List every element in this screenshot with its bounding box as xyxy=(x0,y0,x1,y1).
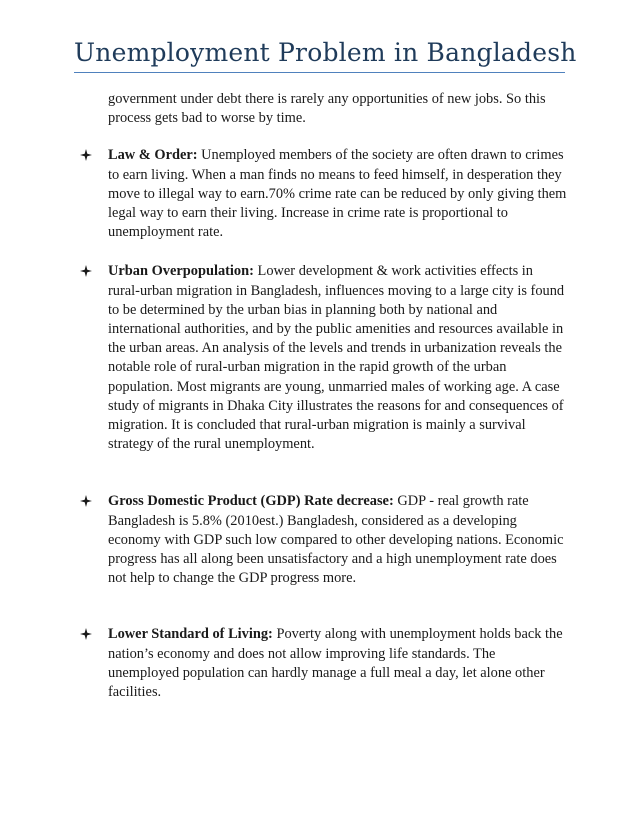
title-underline-rule xyxy=(74,72,565,73)
bullet-text: Unemployed members of the society are often drawn to crimes to earn living. When a man finds no means to feed himself, in desperation they move to illegal way to earn.70% crime rate can be reduced by only giving them legal way to earn their living. Increase in crime rate is proportional to unemployment rate. xyxy=(108,147,567,241)
bullet-heading: Law & Order: xyxy=(108,147,198,164)
bullet-heading: Urban Overpopulation: xyxy=(108,263,254,280)
diamond-bullet-icon xyxy=(80,262,94,281)
diamond-bullet-icon xyxy=(80,492,94,511)
bullet-text: Poverty along with unemployment holds back the nation’s economy and does not allow improving life standards. The unemployed population can hardly manage a full meal a day, let alone other facilities. xyxy=(108,626,563,701)
bullet-lower-standard-of-living xyxy=(78,625,568,702)
bullet-urban-overpopulation xyxy=(78,262,568,454)
bullet-gdp-rate-decrease xyxy=(78,492,568,588)
bullet-law-and-order xyxy=(78,146,568,242)
intro-continuation-paragraph: government under debt there is rarely any opportunities of new jobs. So this process gets bad to worse by time. xyxy=(108,91,546,127)
page-title: Unemployment Problem in Bangladesh xyxy=(74,38,577,67)
document-body xyxy=(78,90,568,702)
bullet-text: Lower development & work activities effects in rural-urban migration in Bangladesh, influences moving to a large city is found to be determined by the urban bias in planning both by national and international authorities, and by the public amenities and resources available in the urban areas. An analysis of the levels and trends in urbanization reveals the notable role of rural-urban migration in the rapid growth of the urban population. Most migrants are young, unmarried males of working age. A case study of migrants in Dhaka City illustrates the reasons for and consequences of migration. It is concluded that rural-urban migration is mainly a survival strategy of the rural unemployment. xyxy=(108,263,565,453)
bullet-text: GDP - real growth rate Bangladesh is 5.8% (2010est.) Bangladesh, considered as a developing economy with GDP such low compared to other developing nations. Economic progress has all along been unsatisfactory and a high unemployment rate does not help to change the GDP progress more. xyxy=(108,493,564,587)
diamond-bullet-icon xyxy=(80,146,94,165)
diamond-bullet-icon xyxy=(80,625,94,644)
bullet-heading: Gross Domestic Product (GDP) Rate decrease: xyxy=(108,493,394,510)
bullet-heading: Lower Standard of Living: xyxy=(108,626,273,643)
